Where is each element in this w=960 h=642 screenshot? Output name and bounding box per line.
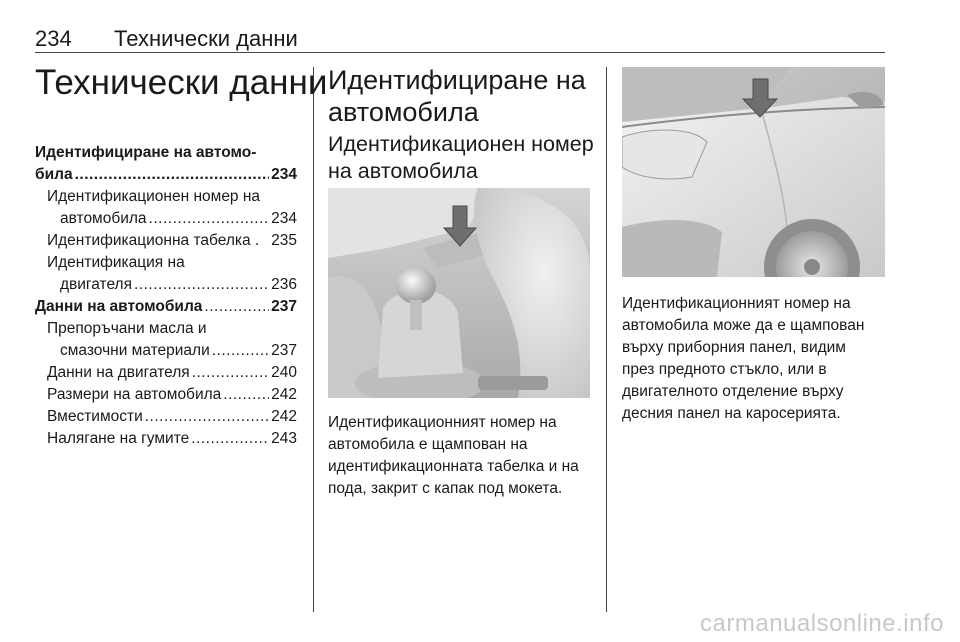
- toc-page: 243: [271, 430, 297, 447]
- floor-vin-drawing: [328, 188, 590, 398]
- toc-leader: [192, 362, 269, 384]
- section-title-line2: автомобила: [328, 97, 479, 127]
- toc-leader: [212, 340, 269, 362]
- section-title: [328, 64, 586, 128]
- toc-item-vin-line1[interactable]: Идентификационен номер на: [47, 188, 261, 205]
- toc-item-engine-id-line1[interactable]: Идентификация на: [47, 254, 185, 271]
- toc-item-dimensions[interactable]: [35, 384, 297, 406]
- toc-item-oils[interactable]: [35, 340, 297, 362]
- caption-line: Идентификационният номер на: [328, 414, 557, 431]
- toc-label: Идентификационна табелка .: [47, 232, 260, 249]
- section-title-line1: Идентифициране на: [328, 65, 586, 95]
- toc-item-engine-data[interactable]: [35, 362, 297, 384]
- toc-item-engine-id[interactable]: [35, 274, 297, 296]
- toc-item-id-plate[interactable]: [35, 230, 297, 252]
- subsection-title: [328, 131, 594, 185]
- toc-leader: [75, 164, 270, 186]
- caption-line: пода, закрит с капак под мокета.: [328, 480, 563, 497]
- toc-page: 237: [271, 298, 297, 315]
- toc-item-oils-line1[interactable]: Препоръчани масла и: [47, 320, 207, 337]
- column-divider-left: [313, 67, 314, 612]
- subsection-title-line1: Идентификационен номер: [328, 132, 594, 156]
- caption-line: двигателното отделение върху: [622, 383, 844, 400]
- toc-item-capacities[interactable]: [35, 406, 297, 428]
- toc-leader: [223, 384, 269, 406]
- caption-line: десния панел на каросерията.: [622, 405, 841, 422]
- figure1-caption: [328, 412, 596, 500]
- caption-line: автомобила може да е щампован: [622, 317, 865, 334]
- toc-item-vin[interactable]: [35, 208, 297, 230]
- toc-heading-vehicle-data[interactable]: [35, 296, 297, 318]
- watermark: carmanualsonline.info: [700, 610, 944, 637]
- header-rule: [35, 52, 885, 53]
- toc-label: смазочни материали: [60, 342, 210, 359]
- toc-page: 235: [271, 232, 297, 249]
- toc-leader: [145, 406, 269, 428]
- toc-label: двигателя: [60, 276, 132, 293]
- toc-item-tyre-pressure[interactable]: [35, 428, 297, 450]
- caption-line: идентификационната табелка и на: [328, 458, 579, 475]
- toc-page: 234: [271, 166, 297, 183]
- toc-page: 240: [271, 364, 297, 381]
- figure-floor-vin-illustration: [328, 188, 590, 398]
- toc-label: била: [35, 166, 73, 183]
- toc-heading-vehicle-id-line1[interactable]: Идентифициране на автомо-: [35, 144, 257, 161]
- table-of-contents: [35, 142, 297, 450]
- toc-label: Налягане на гумите: [47, 430, 190, 447]
- page-number: 234: [35, 26, 72, 51]
- toc-page: 242: [271, 386, 297, 403]
- toc-label: Данни на автомобила: [35, 298, 203, 315]
- figure2-caption: [622, 293, 892, 425]
- figure-windscreen-vin-illustration: [622, 67, 885, 277]
- toc-page: 242: [271, 408, 297, 425]
- toc-leader: [204, 296, 269, 318]
- windscreen-vin-drawing: [622, 67, 885, 277]
- subsection-title-line2: на автомобила: [328, 159, 478, 183]
- caption-line: автомобила е щампован на: [328, 436, 528, 453]
- toc-page: 236: [271, 276, 297, 293]
- toc-heading-vehicle-id[interactable]: [35, 164, 297, 186]
- toc-label: автомобила: [60, 210, 147, 227]
- column-divider-right: [606, 67, 607, 612]
- toc-leader: [191, 428, 269, 450]
- caption-line: върху приборния панел, видим: [622, 339, 846, 356]
- toc-leader: [149, 208, 270, 230]
- toc-label: Вместимости: [47, 408, 143, 425]
- toc-page: 237: [271, 342, 297, 359]
- toc-label: Размери на автомобила: [47, 386, 222, 403]
- caption-line: Идентификационният номер на: [622, 295, 851, 312]
- toc-label: Данни на двигателя: [47, 364, 190, 381]
- header-section-title: Технически данни: [114, 26, 298, 51]
- toc-leader: [134, 274, 269, 296]
- chapter-title: Технически данни: [35, 63, 328, 102]
- caption-line: през предното стъкло, или в: [622, 361, 827, 378]
- toc-page: 234: [271, 210, 297, 227]
